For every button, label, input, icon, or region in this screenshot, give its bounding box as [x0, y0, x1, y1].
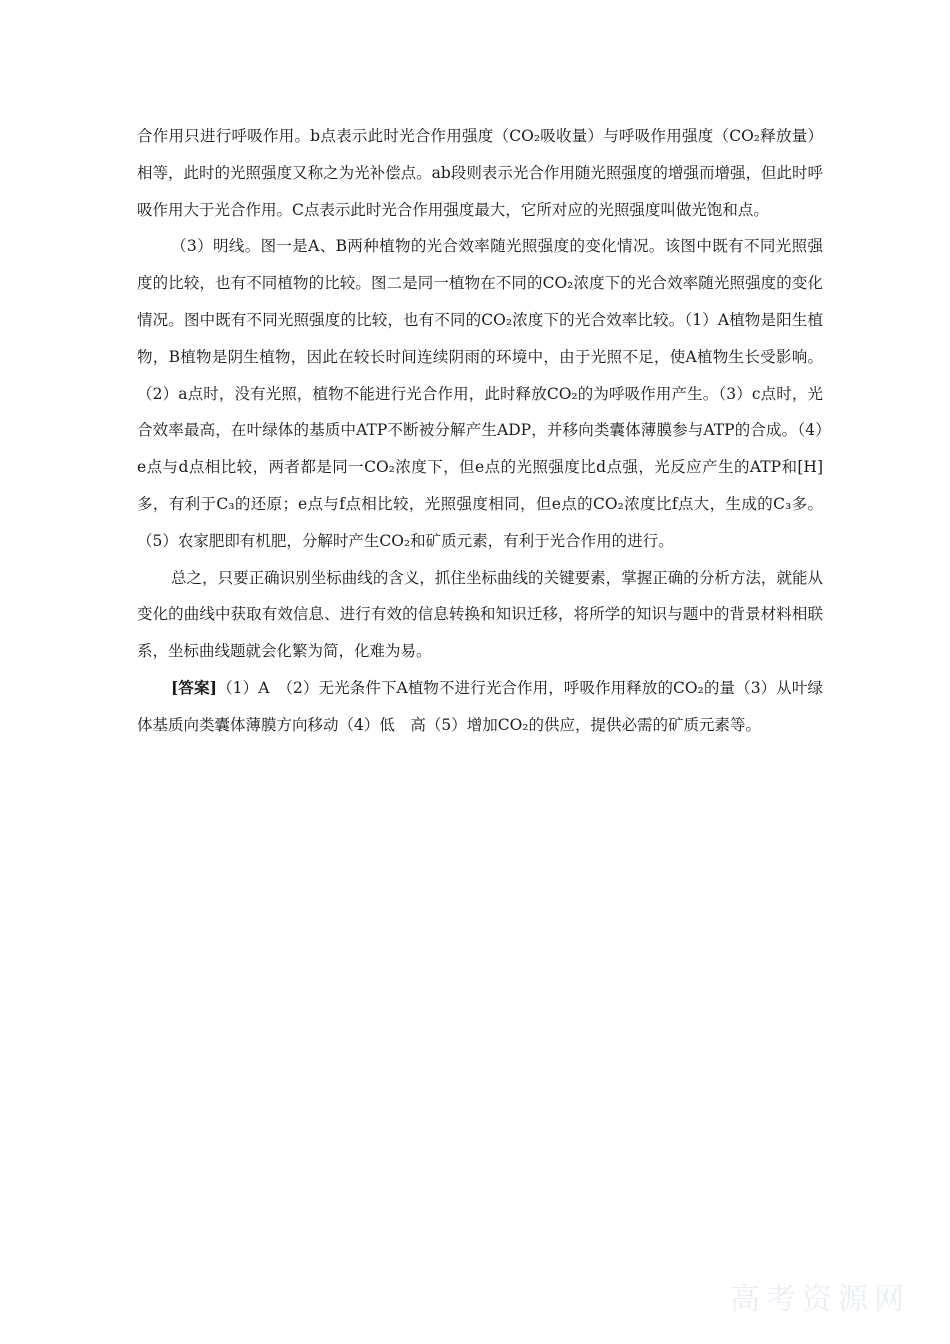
watermark-logo: 高考资源网	[730, 1282, 910, 1317]
paragraph-photosynthesis-curve: 合作用只进行呼吸作用。b点表示此时光合作用强度（CO₂吸收量）与呼吸作用强度（CO₂释放量）相等，此时的光照强度又称之为光补偿点。ab段则表示光合作用随光照强度的增强而增强，但此时呼吸作用大于光合作用。C点表示此时光合作用强度最大，它所对应的光照强度叫做光饱和点。	[137, 127, 823, 219]
answer-paragraph	[137, 670, 823, 744]
answer-label: [答案]	[171, 677, 217, 697]
document-page	[137, 118, 823, 744]
answer-text: （1）A （2）无光条件下A植物不进行光合作用，呼吸作用释放的CO₂的量（3）从叶绿体基质向类囊体薄膜方向移动（4）低 高（5）增加CO₂的供应，提供必需的矿质元素等。	[137, 678, 823, 734]
paragraph-bright-line-analysis: （3）明线。图一是A、B两种植物的光合效率随光照强度的变化情况。该图中既有不同光照强度的比较，也有不同植物的比较。图二是同一植物在不同的CO₂浓度下的光合效率随光照强度的变化情况。图中既有不同光照强度的比较，也有不同的CO₂浓度下的光合效率比较。（1）A植物是阳生植物，B植物是阴生植物，因此在较长时间连续阴雨的环境中，由于光照不足，使A植物生长受影响。（2）a点时，没有光照，植物不能进行光合作用，此时释放CO₂的为呼吸作用产生。（3）c点时，光合效率最高，在叶绿体的基质中ATP不断被分解产生ADP，并移向类囊体薄膜参与ATP的合成。（4）e点与d点相比较，两者都是同一CO₂浓度下，但e点的光照强度比d点强，光反应产生的ATP和[H]多，有利于C₃的还原；e点与f点相比较，光照强度相同，但e点的CO₂浓度比f点大，生成的C₃多。（5）农家肥即有机肥，分解时产生CO₂和矿质元素，有利于光合作用的进行。	[137, 237, 823, 550]
paragraph-summary: 总之，只要正确识别坐标曲线的含义，抓住坐标曲线的关键要素，掌握正确的分析方法，就能从变化的曲线中获取有效信息、进行有效的信息转换和知识迁移，将所学的知识与题中的背景材料相联系，坐标曲线题就会化繁为简，化难为易。	[137, 568, 823, 661]
